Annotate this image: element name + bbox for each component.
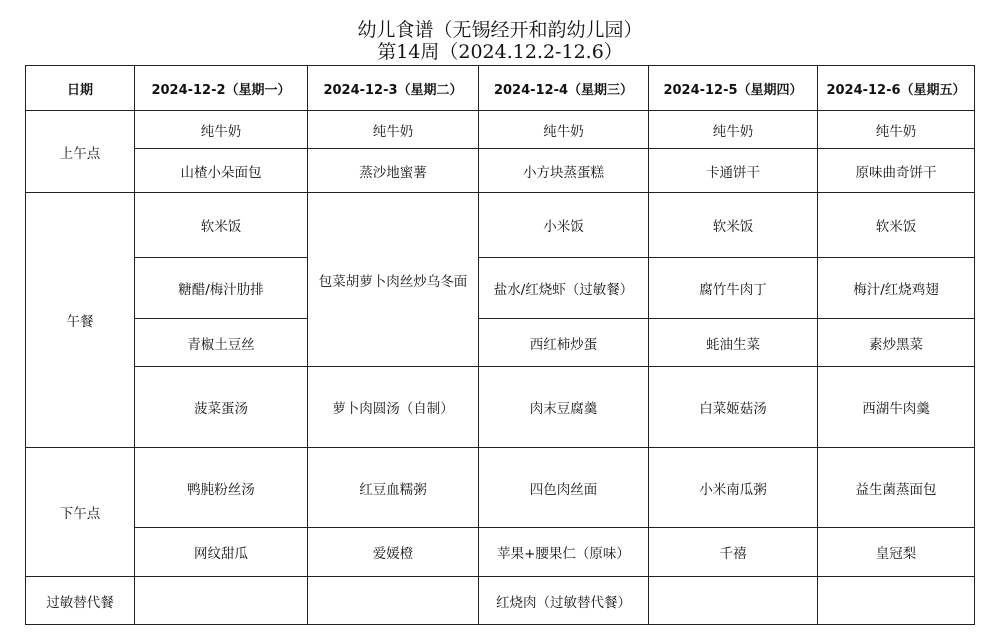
menu-cell: 青椒土豆丝 [135, 319, 308, 367]
morning-row-2 [26, 149, 975, 193]
menu-cell: 素炒黑菜 [818, 319, 975, 367]
menu-cell [308, 577, 479, 625]
lunch-label: 午餐 [26, 193, 135, 448]
afternoon-snack-label: 下午点 [26, 448, 135, 577]
menu-title: 幼儿食谱（无锡经开和韵幼儿园） [357, 19, 643, 41]
menu-cell: 肉末豆腐羹 [479, 367, 649, 448]
menu-cell: 苹果+腰果仁（原味） [479, 528, 649, 577]
menu-cell: 萝卜肉圆汤（自制） [308, 367, 479, 448]
day-header-monday: 2024-12-2（星期一） [135, 66, 308, 111]
allergy-row [26, 577, 975, 625]
weekly-menu-table [25, 65, 975, 625]
menu-cell: 纯牛奶 [479, 111, 649, 149]
menu-cell: 纯牛奶 [649, 111, 818, 149]
menu-cell: 原味曲奇饼干 [818, 149, 975, 193]
menu-cell: 西湖牛肉羹 [818, 367, 975, 448]
menu-cell: 卡通饼干 [649, 149, 818, 193]
lunch-row-4 [26, 367, 975, 448]
menu-cell: 菠菜蛋汤 [135, 367, 308, 448]
week-subtitle: 第14周（2024.12.2-12.6） [377, 41, 623, 63]
menu-cell: 皇冠梨 [818, 528, 975, 577]
menu-cell: 腐竹牛肉丁 [649, 258, 818, 319]
lunch-row-3 [26, 319, 975, 367]
allergy-substitute-label: 过敏替代餐 [26, 577, 135, 625]
menu-cell: 千禧 [649, 528, 818, 577]
menu-cell: 软米饭 [649, 193, 818, 258]
menu-cell: 软米饭 [818, 193, 975, 258]
day-header-wednesday: 2024-12-4（星期三） [479, 66, 649, 111]
header-row [26, 66, 975, 111]
lunch-row-2 [26, 258, 975, 319]
menu-cell: 梅汁/红烧鸡翅 [818, 258, 975, 319]
menu-cell: 红豆血糯粥 [308, 448, 479, 528]
menu-cell: 山楂小朵面包 [135, 149, 308, 193]
menu-cell: 小米南瓜粥 [649, 448, 818, 528]
menu-cell: 白菜姬菇汤 [649, 367, 818, 448]
menu-cell: 小米饭 [479, 193, 649, 258]
date-header: 日期 [26, 66, 135, 111]
menu-cell: 软米饭 [135, 193, 308, 258]
afternoon-row-1 [26, 448, 975, 528]
day-header-tuesday: 2024-12-3（星期二） [308, 66, 479, 111]
menu-cell: 糖醋/梅汁肋排 [135, 258, 308, 319]
menu-cell: 纯牛奶 [308, 111, 479, 149]
menu-cell: 纯牛奶 [818, 111, 975, 149]
morning-snack-label: 上午点 [26, 111, 135, 193]
menu-cell: 西红柿炒蛋 [479, 319, 649, 367]
menu-cell [649, 577, 818, 625]
menu-cell: 益生菌蒸面包 [818, 448, 975, 528]
menu-cell: 四色肉丝面 [479, 448, 649, 528]
menu-cell: 蒸沙地蜜薯 [308, 149, 479, 193]
menu-cell: 盐水/红烧虾（过敏餐） [479, 258, 649, 319]
menu-cell: 网纹甜瓜 [135, 528, 308, 577]
menu-cell: 小方块蒸蛋糕 [479, 149, 649, 193]
menu-cell: 红烧肉（过敏替代餐） [479, 577, 649, 625]
day-header-friday: 2024-12-6（星期五） [818, 66, 975, 111]
menu-cell: 鸭肫粉丝汤 [135, 448, 308, 528]
menu-cell [818, 577, 975, 625]
day-header-thursday: 2024-12-5（星期四） [649, 66, 818, 111]
afternoon-row-2 [26, 528, 975, 577]
menu-cell [135, 577, 308, 625]
menu-cell-tuesday-lunch: 包菜胡萝卜肉丝炒乌冬面 [308, 193, 479, 367]
lunch-row-1 [26, 193, 975, 258]
menu-cell: 蚝油生菜 [649, 319, 818, 367]
menu-cell: 爱媛橙 [308, 528, 479, 577]
menu-cell: 纯牛奶 [135, 111, 308, 149]
morning-row-1 [26, 111, 975, 149]
